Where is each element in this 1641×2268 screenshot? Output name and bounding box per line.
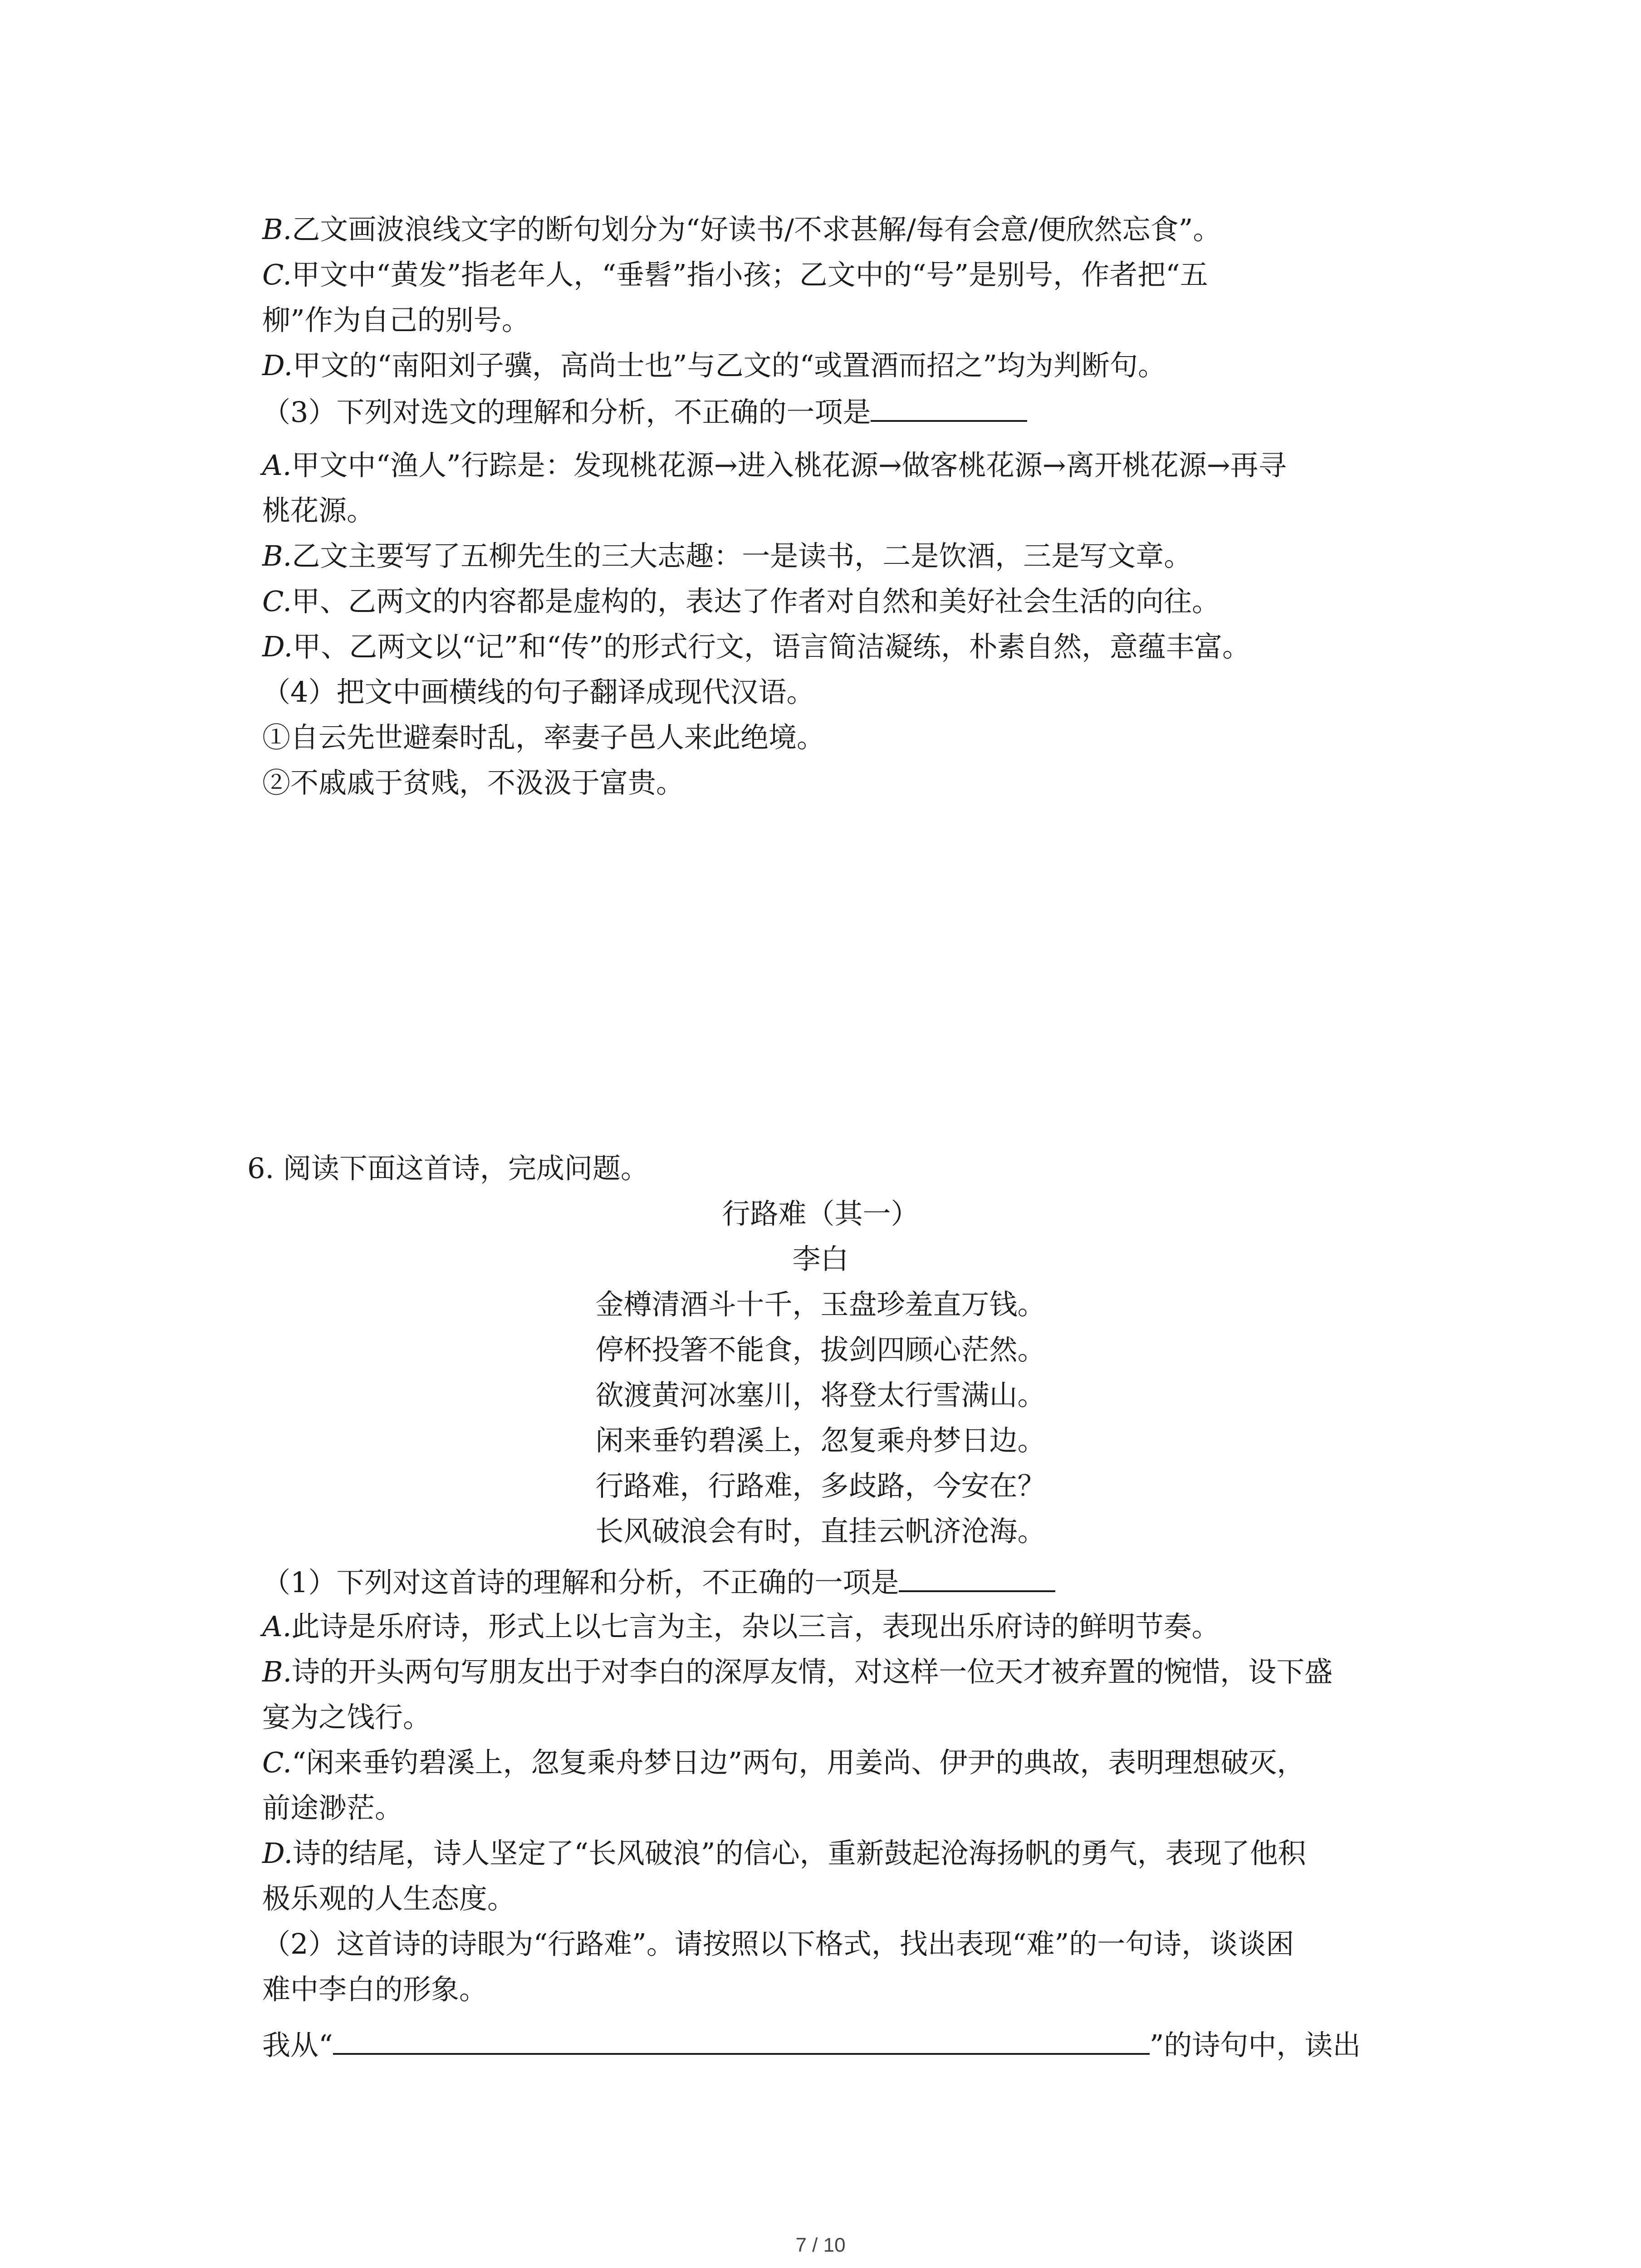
question-6-2: （2）这首诗的诗眼为“行路难”。请按照以下格式，找出表现“难”的一句诗，谈谈困	[262, 1927, 1294, 1960]
q6-1-option-a	[262, 1608, 1220, 1645]
option-letter: B.	[262, 1655, 292, 1688]
q6-1-option-d-cont: 极乐观的人生态度。	[262, 1882, 516, 1915]
question-6-heading: 6. 阅读下面这首诗，完成问题。	[247, 1152, 649, 1185]
question-4: （4）把文中画横线的句子翻译成现代汉语。	[262, 675, 815, 709]
q4-sentence-2: ②不戚戚于贫贱，不汲汲于富贵。	[262, 766, 685, 799]
option-text: 乙文画波浪线文字的断句划分为“好读书/不求甚解/每有会意/便欣然忘食”。	[292, 213, 1221, 246]
question-text: （1）下列对这首诗的理解和分析，不正确的一项是	[262, 1566, 899, 1599]
option-letter: C.	[262, 1746, 292, 1779]
option-letter: C.	[262, 585, 292, 618]
option-text: 甲、乙两文的内容都是虚构的，表达了作者对自然和美好社会生活的向往。	[291, 585, 1220, 618]
q6-1-option-b	[262, 1654, 1332, 1690]
page-number: 7 / 10	[795, 2234, 846, 2256]
q3-option-d	[262, 629, 1250, 665]
q3-option-b	[262, 538, 1192, 574]
fill-prefix: 我从“	[262, 2028, 333, 2062]
option-b	[262, 211, 1221, 248]
poem-line: 长风破浪会有时，直挂云帆济沧海。	[595, 1515, 1046, 1548]
option-text: 诗的结尾，诗人坚定了“长风破浪”的信心，重新鼓起沧海扬帆的勇气，表现了他积	[293, 1837, 1306, 1870]
option-c	[262, 257, 1208, 293]
poem-line: 停杯投箸不能食，拔剑四顾心茫然。	[595, 1333, 1046, 1366]
q3-option-a	[262, 447, 1287, 484]
option-c-cont: 柳”作为自己的别号。	[262, 303, 530, 337]
question-6-2-cont: 难中李白的形象。	[262, 1973, 488, 2006]
poem-line: 欲渡黄河冰塞川，将登太行雪满山。	[595, 1378, 1046, 1412]
answer-blank[interactable]	[871, 393, 1027, 422]
option-d	[262, 347, 1166, 384]
option-text: 甲文的“南阳刘子骥，高尚士也”与乙文的“或置酒而招之”均为判断句。	[293, 349, 1166, 382]
poem-line: 闲来垂钓碧溪上，忽复乘舟梦日边。	[595, 1424, 1046, 1457]
option-text: “闲来垂钓碧溪上，忽复乘舟梦日边”两句，用姜尚、伊尹的典故，表明理想破灭，	[291, 1746, 1305, 1779]
poem-line: 行路难，行路难，多歧路，今安在？	[595, 1469, 1046, 1502]
option-text: 诗的开头两句写朋友出于对李白的深厚友情，对这样一位天才被弃置的惋惜，设下盛	[292, 1655, 1333, 1688]
option-text: 乙文主要写了五柳先生的三大志趣：一是读书，二是饮酒，三是写文章。	[292, 539, 1192, 572]
option-letter: B.	[262, 213, 292, 246]
option-letter: D.	[262, 630, 293, 663]
question-text: （3）下列对选文的理解和分析，不正确的一项是	[262, 396, 871, 429]
option-letter: B.	[262, 539, 292, 572]
q6-1-option-b-cont: 宴为之饯行。	[262, 1701, 431, 1734]
option-letter: D.	[262, 349, 293, 382]
option-letter: A.	[262, 1610, 292, 1643]
option-letter: A.	[262, 449, 292, 482]
option-letter: D.	[262, 1837, 293, 1870]
option-letter: C.	[262, 258, 292, 291]
option-text: 甲文中“渔人”行踪是：发现桃花源→进入桃花源→做客桃花源→离开桃花源→再寻	[291, 449, 1287, 482]
q6-1-option-d	[262, 1835, 1306, 1872]
option-text: 甲、乙两文以“记”和“传”的形式行文，语言简洁凝练，朴素自然，意蕴丰富。	[293, 630, 1251, 663]
q4-sentence-1: ①自云先世避秦时乱，率妻子邑人来此绝境。	[262, 721, 825, 754]
option-text: 甲文中“黄发”指老年人，“垂髫”指小孩；乙文中的“号”是别号，作者把“五	[291, 258, 1208, 291]
answer-blank[interactable]	[333, 2026, 1150, 2055]
poem-title: 行路难（其一）	[722, 1197, 919, 1230]
q6-1-option-c	[262, 1745, 1305, 1781]
q3-option-c	[262, 583, 1220, 620]
option-text: 此诗是乐府诗，形式上以七言为主，杂以三言，表现出乐府诗的鲜明节奏。	[291, 1610, 1220, 1643]
q3-option-a-cont: 桃花源。	[262, 494, 375, 527]
answer-blank[interactable]	[899, 1563, 1055, 1592]
question-3	[262, 393, 1027, 430]
fill-suffix: ”的诗句中，读出	[1149, 2028, 1361, 2062]
q6-1-option-c-cont: 前途渺茫。	[262, 1791, 403, 1824]
fill-in-line	[262, 2026, 1361, 2063]
poem-author: 李白	[792, 1242, 849, 1276]
poem-line: 金樽清酒斗十千，玉盘珍羞直万钱。	[595, 1288, 1046, 1321]
question-6-1	[262, 1563, 1055, 1601]
